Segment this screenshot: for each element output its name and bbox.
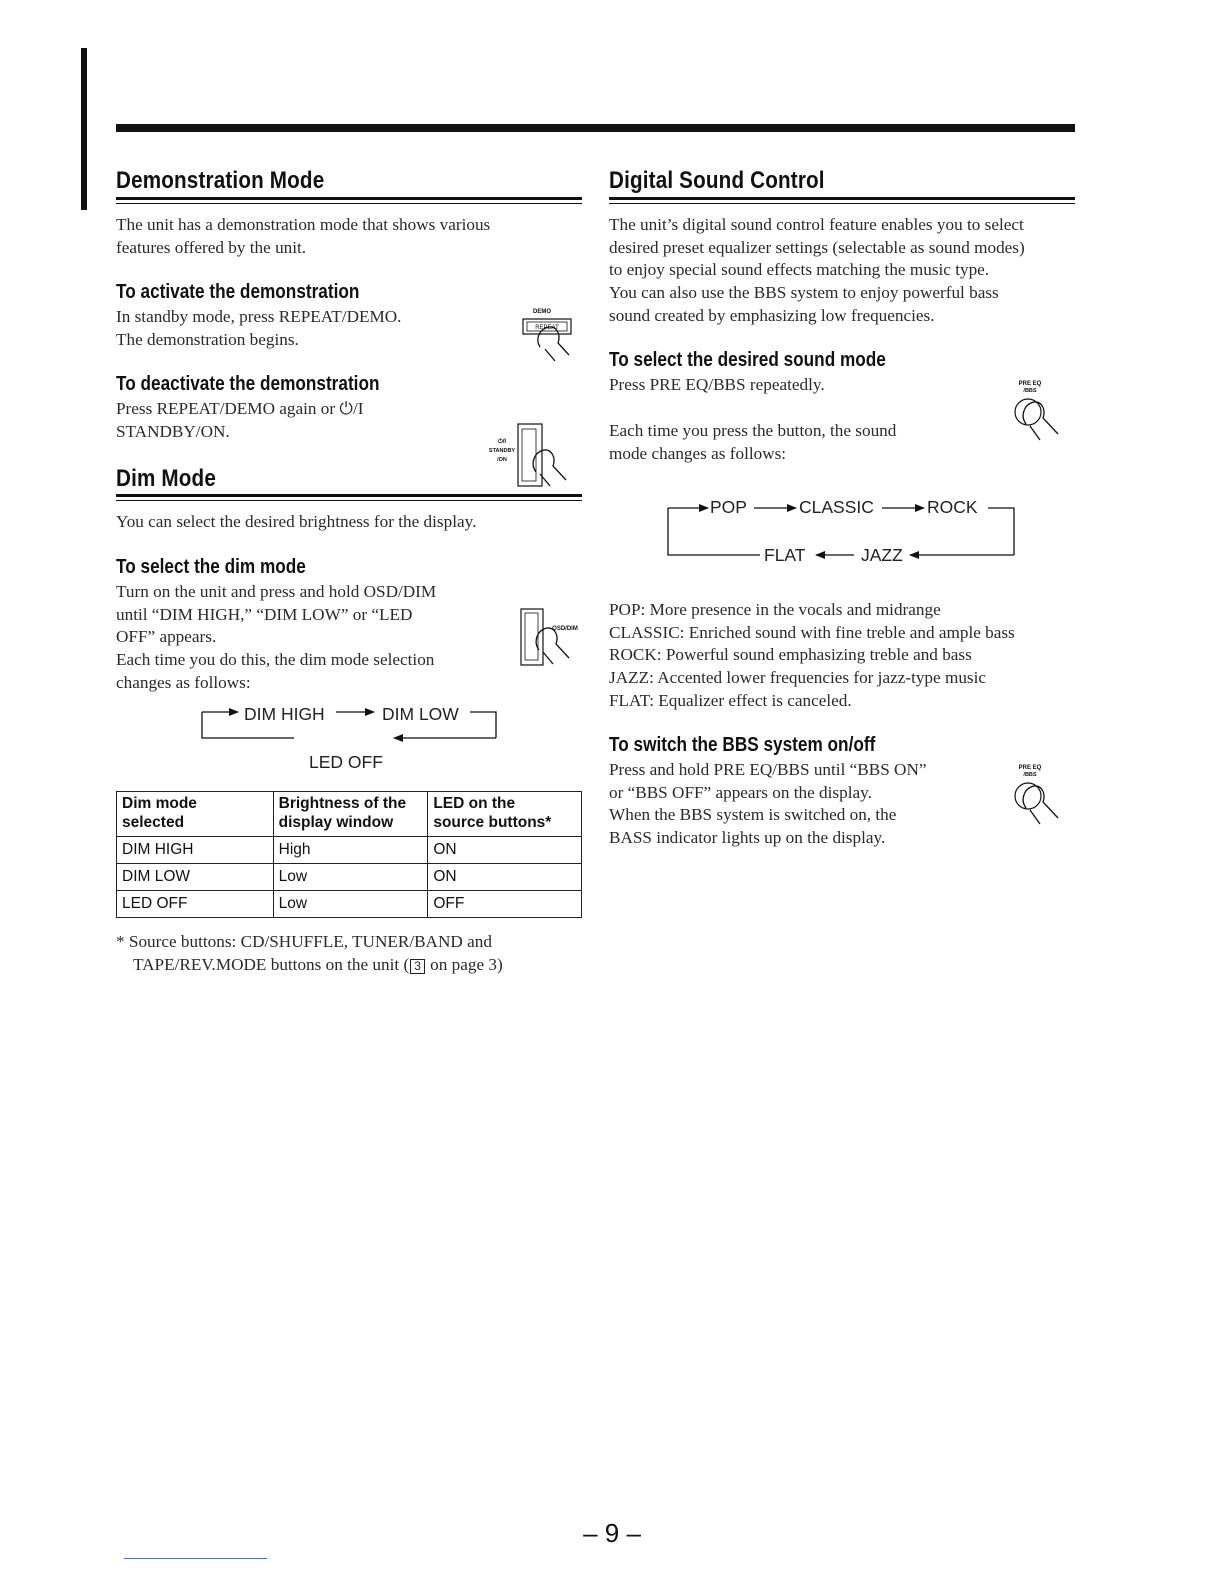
sound-mode-cycle-text: Each time you press the button, the sound mode changes as follows: <box>609 421 897 463</box>
activate-demonstration-text: In standby mode, press REPEAT/DEMO. The demonstration begins. <box>116 307 402 349</box>
svg-text:/ON: /ON <box>497 457 507 463</box>
header-rule <box>116 124 1075 132</box>
svg-text:STANDBY: STANDBY <box>488 448 516 454</box>
list-item: FLAT: Equalizer effect is canceled. <box>609 690 852 710</box>
table-cell: Low <box>273 891 428 918</box>
table-header-cell: LED on the source buttons* <box>428 792 582 837</box>
select-sound-mode-heading: To select the desired sound mode <box>609 349 886 371</box>
dim-mode-table <box>116 791 582 918</box>
dim-mode-intro: You can select the desired brightness for the display. <box>116 512 477 531</box>
repeat-demo-button-icon <box>505 303 585 367</box>
table-cell: DIM LOW <box>117 864 274 891</box>
bbs-switch-heading: To switch the BBS system on/off <box>609 734 876 756</box>
deactivate-demonstration-text: Press REPEAT/DEMO again or ⏻/I STANDBY/ON. <box>116 399 364 441</box>
table-row <box>117 837 582 864</box>
digital-sound-intro: The unit’s digital sound control feature enables you to select desired preset equalizer settings (selectable as sound modes) to enjoy special sound effects matching the music type. You can also use the BBS system to enjoy powerful bass sound created by emphasizing low frequencies. <box>609 215 1025 325</box>
table-cell: OFF <box>428 891 582 918</box>
demonstration-mode-heading: Demonstration Mode <box>116 167 325 194</box>
osd-dim-icon-label: OSD/DIM <box>552 626 578 632</box>
select-sound-mode-text: Press PRE EQ/BBS repeatedly. <box>609 375 825 394</box>
flow-jazz: JAZZ <box>861 545 903 565</box>
demo-icon-label: DEMO <box>533 309 551 315</box>
osd-dim-button-icon <box>515 606 587 678</box>
standby-icon-label: ⏻/I <box>497 439 507 445</box>
list-item: ROCK: Powerful sound emphasizing treble and bass <box>609 645 972 665</box>
select-dim-mode-heading: To select the dim mode <box>116 556 306 578</box>
flow-dim-low: DIM LOW <box>382 704 459 724</box>
table-row <box>117 864 582 891</box>
digital-sound-control-heading: Digital Sound Control <box>609 167 825 194</box>
table-header-row <box>117 792 582 837</box>
table-cell: LED OFF <box>117 891 274 918</box>
page-edge-marker <box>81 48 87 210</box>
heading-underline <box>116 197 582 204</box>
pre-eq-bbs-button-icon <box>1002 376 1078 448</box>
table-header-cell: Dim mode selected <box>117 792 274 837</box>
table-cell: High <box>273 837 428 864</box>
pre-eq-icon-label: PRE EQ <box>1018 381 1042 387</box>
flow-flat: FLAT <box>764 545 806 565</box>
footer-line <box>124 1558 267 1559</box>
activate-demonstration-heading: To activate the demonstration <box>116 281 360 303</box>
flow-pop: POP <box>710 497 747 517</box>
bbs-switch-text: Press and hold PRE EQ/BBS until “BBS ON” or “BBS OFF” appears on the display. When the BBS system is switched on, the BASS indicator lights up on the display. <box>609 760 927 848</box>
list-item: JAZZ: Accented lower frequencies for jazz-type music <box>609 668 987 688</box>
flow-rock: ROCK <box>927 497 978 517</box>
table-cell: ON <box>428 837 582 864</box>
heading-underline <box>609 197 1075 204</box>
repeat-icon-label: REPEAT <box>535 325 559 331</box>
svg-text:/BBS: /BBS <box>1023 388 1037 394</box>
flow-dim-high: DIM HIGH <box>244 704 325 724</box>
demonstration-intro: The unit has a demonstration mode that shows various features offered by the unit. <box>116 215 491 257</box>
page-reference-box: 3 <box>410 959 425 974</box>
deactivate-demonstration-heading: To deactivate the demonstration <box>116 373 380 395</box>
heading-underline <box>116 494 582 501</box>
sound-mode-descriptions <box>609 599 1015 713</box>
table-cell: DIM HIGH <box>117 837 274 864</box>
pre-eq-icon-label: PRE EQ <box>1018 765 1042 771</box>
table-cell: Low <box>273 864 428 891</box>
source-buttons-footnote: * Source buttons: CD/SHUFFLE, TUNER/BAND and TAPE/REV.MODE buttons on the unit ( 3 on page 3) <box>116 932 503 974</box>
list-item: CLASSIC: Enriched sound with fine treble and ample bass <box>609 622 1015 642</box>
dim-mode-heading: Dim Mode <box>116 465 217 492</box>
page-number: – 9 – <box>583 1518 641 1548</box>
flow-led-off: LED OFF <box>309 752 383 772</box>
table-cell: ON <box>428 864 582 891</box>
flow-classic: CLASSIC <box>799 497 874 517</box>
select-dim-mode-text: Turn on the unit and press and hold OSD/DIM until “DIM HIGH,” “DIM LOW” or “LED OFF” appears. Each time you do this, the dim mode selection changes as follows: <box>116 582 437 692</box>
pre-eq-bbs-button-icon <box>1002 760 1078 832</box>
svg-text:/BBS: /BBS <box>1023 772 1037 778</box>
table-header-cell: Brightness of the display window <box>273 792 428 837</box>
standby-on-button-icon <box>478 420 586 492</box>
list-item: POP: More presence in the vocals and midrange <box>609 600 941 619</box>
table-row <box>117 891 582 918</box>
